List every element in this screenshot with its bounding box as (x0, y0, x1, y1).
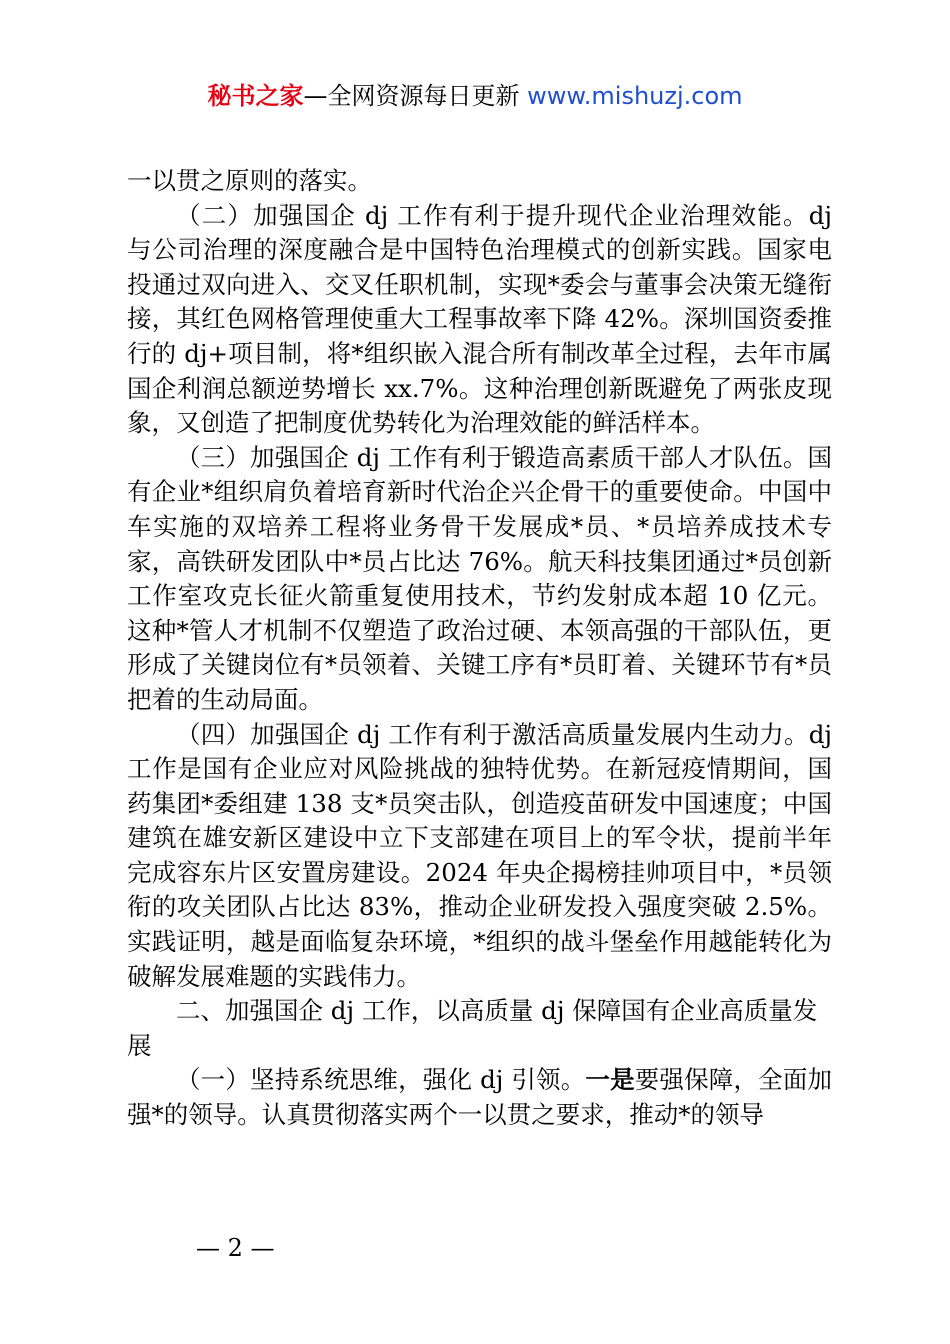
site-brand: 秘书之家 (207, 82, 304, 110)
bold-phrase: 一是 (585, 1065, 635, 1095)
document-body (127, 164, 832, 1133)
paragraph-subsection-1 (127, 1063, 832, 1132)
paragraph-section-3: （三）加强国企 dj 工作有利于锻造高素质干部人才队伍。国有企业*组织肩负着培育新时代治企兴企骨干的重要使命。中国中车实施的双培养工程将业务骨干发展成*员、*员培养成技术专家，高铁研发团队中*员占比达 76%。航天科技集团通过*员创新工作室攻克长征火箭重复使用技术，节约发射成本超 10 亿元。这种*管人才机制不仅塑造了政治过硬、本领高强的干部队伍，更形成了关键岗位有*员领着、关键工序有*员盯着、关键环节有*员把着的生动局面。 (127, 442, 832, 714)
subsection-lead: （一）坚持系统思维，强化 dj 引领。 (176, 1065, 586, 1095)
section-heading: 二、加强国企 dj 工作，以高质量 dj 保障国有企业高质量发展 (127, 996, 818, 1060)
site-tagline: —全网资源每日更新 (303, 82, 528, 110)
site-header (0, 80, 950, 112)
page-number: — 2 — (196, 1234, 275, 1262)
paragraph-section-4: （四）加强国企 dj 工作有利于激活高质量发展内生动力。dj 工作是国有企业应对风险挑战的独特优势。在新冠疫情期间，国药集团*委组建 138 支*员突击队，创造疫苗研发中国速度；中国建筑在雄安新区建设中立下支部建在项目上的军令状，提前半年完成容东片区安置房建设。2024 年央企揭榜挂帅项目中，*员领衔的攻关团队占比达 83%，推动企业研发投入强度突破 2.5%。实践证明，越是面临复杂环境，*组织的战斗堡垒作用越能转化为破解发展难题的实践伟力。 (127, 719, 832, 991)
subsection-text: 要强保障，全面加强*的领导。认真贯彻落实两个一以贯之要求，推动*的领导 (127, 1065, 832, 1130)
paragraph-section-2: （二）加强国企 dj 工作有利于提升现代企业治理效能。dj 与公司治理的深度融合是中国特色治理模式的创新实践。国家电投通过双向进入、交叉任职机制，实现*委会与董事会决策无缝衔接，其红色网格管理使重大工程事故率下降 42%。深圳国资委推行的 dj+项目制，将*组织嵌入混合所有制改革全过程，去年市属国企利润总额逆势增长 xx.7%。这种治理创新既避免了两张皮现象，又创造了把制度优势转化为治理效能的鲜活样本。 (127, 200, 832, 438)
paragraph-continuation: 一以贯之原则的落实。 (127, 166, 372, 195)
site-url[interactable]: www.mishuzj.com (527, 82, 743, 110)
